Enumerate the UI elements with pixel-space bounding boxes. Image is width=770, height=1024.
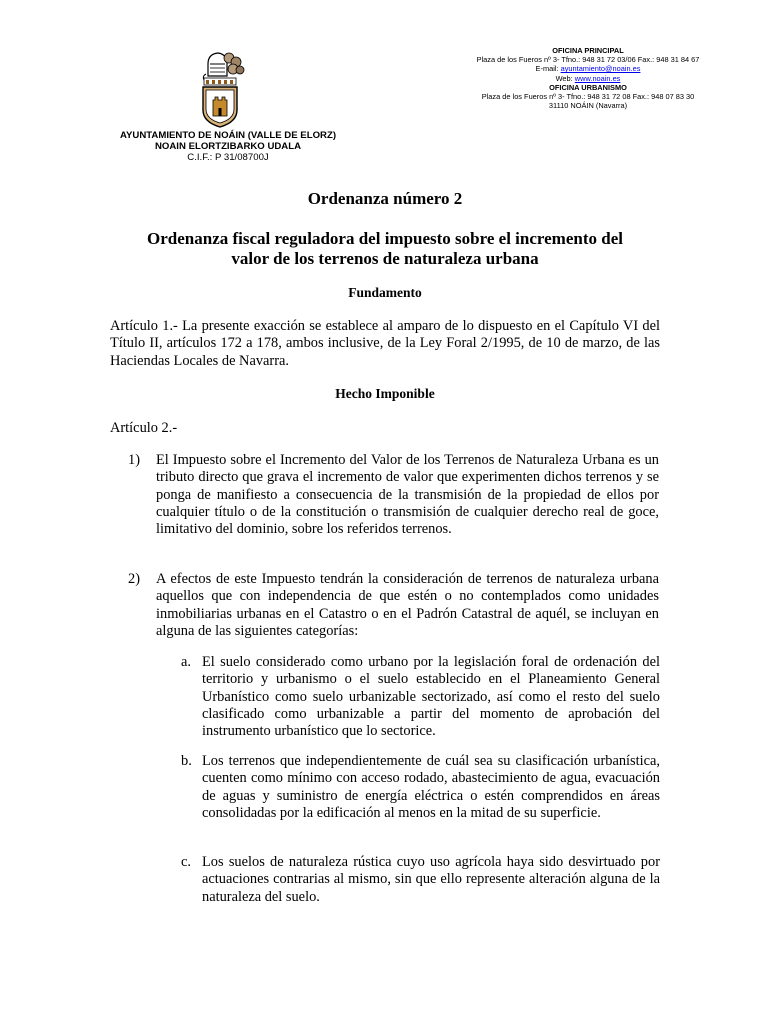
- email-link[interactable]: ayuntamiento@noain.es: [560, 64, 641, 74]
- ordinance-title-line-2: valor de los terrenos de naturaleza urbana: [231, 249, 539, 268]
- coat-of-arms-emblem: [196, 50, 248, 130]
- subitem-b-text: Los terrenos que independientemente de cuál sea su clasificación urbanística, cuenten como mínimo con acceso rodado, abastecimiento de agua, evacuación de aguas y suministro de energía eléctrica o estén comprendidos en áreas consolidadas por la edificación al menos en la mitad de su superficie.: [202, 753, 660, 821]
- ordinance-title: [110, 229, 660, 269]
- web-label: Web:: [555, 73, 573, 83]
- principal-office-title: OFICINA PRINCIPAL: [552, 46, 624, 55]
- urbanismo-office-title: OFICINA URBANISMO: [549, 82, 627, 92]
- principal-office-address: Plaza de los Fueros nº 3- Tfno.: 948 31 72 03/06 Fax.: 948 31 84 67: [476, 55, 700, 65]
- item-number: 2): [128, 571, 140, 587]
- section-heading-fundamento: Fundamento: [348, 285, 422, 300]
- subitem-letter: c.: [181, 854, 191, 870]
- council-name: AYUNTAMIENTO DE NOÁIN (VALLE DE ELORZ): [119, 130, 337, 141]
- email-label: E-mail:: [535, 64, 559, 74]
- council-name-basque: NOAIN ELORTZIBARKO UDALA: [154, 141, 302, 152]
- web-link[interactable]: www.noain.es: [574, 73, 621, 83]
- council-heading: [60, 130, 396, 163]
- ordinance-number: Ordenanza número 2: [307, 189, 463, 208]
- subitem-letter: b.: [181, 753, 192, 769]
- subitem-a-text: El suelo considerado como urbano por la legislación foral de ordenación del territorio y urbanismo o el suelo establecido en el Planeamiento General Urbanístico como suelo urbanizable sectorizado, así como el resto del suelo clasificado como urbanizable a partir del momento de aprobación del instrumento urbanístico que lo sectorice.: [202, 654, 660, 740]
- subitem-c-text: Los suelos de naturaleza rústica cuyo uso agrícola haya sido desvirtuado por actuaciones contrarias al mismo, sin que ello represente alteración alguna de la naturaleza del suelo.: [202, 854, 660, 905]
- ordinance-title-line-1: Ordenanza fiscal reguladora del impuesto sobre el incremento del: [147, 229, 623, 248]
- web-line: [430, 74, 746, 83]
- article-2-label: Artículo 2.-: [110, 420, 178, 436]
- article-1-paragraph: Artículo 1.- La presente exacción se establece al amparo de lo dispuesto en el Capítulo VI del Título II, artículos 172 a 178, ambos inclusive, de la Ley Foral 2/1995, de 10 de marzo, de las Haciendas Locales de Navarra.: [110, 318, 660, 369]
- council-cif: C.I.F.: P 31/08700J: [187, 152, 269, 163]
- urbanismo-office-address: Plaza de los Fueros nº 3- Tfno.: 948 31 72 08 Fax.: 948 07 83 30: [481, 92, 695, 102]
- item-1-text: El Impuesto sobre el Incremento del Valor de los Terrenos de Naturaleza Urbana es un tributo directo que grava el incremento de valor que experimenten dichos terrenos y se ponga de manifiesto a consecuencia de la transmisión de la propiedad de ellos por cualquier título o de la constitución o transmisión de cualquier derecho real de goce, limitativo del dominio, sobre los referidos terrenos.: [156, 452, 659, 538]
- urbanismo-office-city: 31110 NOÁIN (Navarra): [548, 101, 628, 111]
- office-contact-block: [430, 46, 746, 110]
- item-number: 1): [128, 452, 140, 468]
- subitem-letter: a.: [181, 654, 191, 670]
- section-heading-hecho-imponible: Hecho Imponible: [335, 386, 435, 401]
- email-line: [430, 64, 746, 73]
- item-2-text: A efectos de este Impuesto tendrán la consideración de terrenos de naturaleza urbana aquellos que con independencia de que estén o no contemplados como unidades inmobiliarias urbanas en el Catastro o en el Padrón Catastral de aquél, se incluyan en alguna de las siguientes categorías:: [156, 571, 659, 639]
